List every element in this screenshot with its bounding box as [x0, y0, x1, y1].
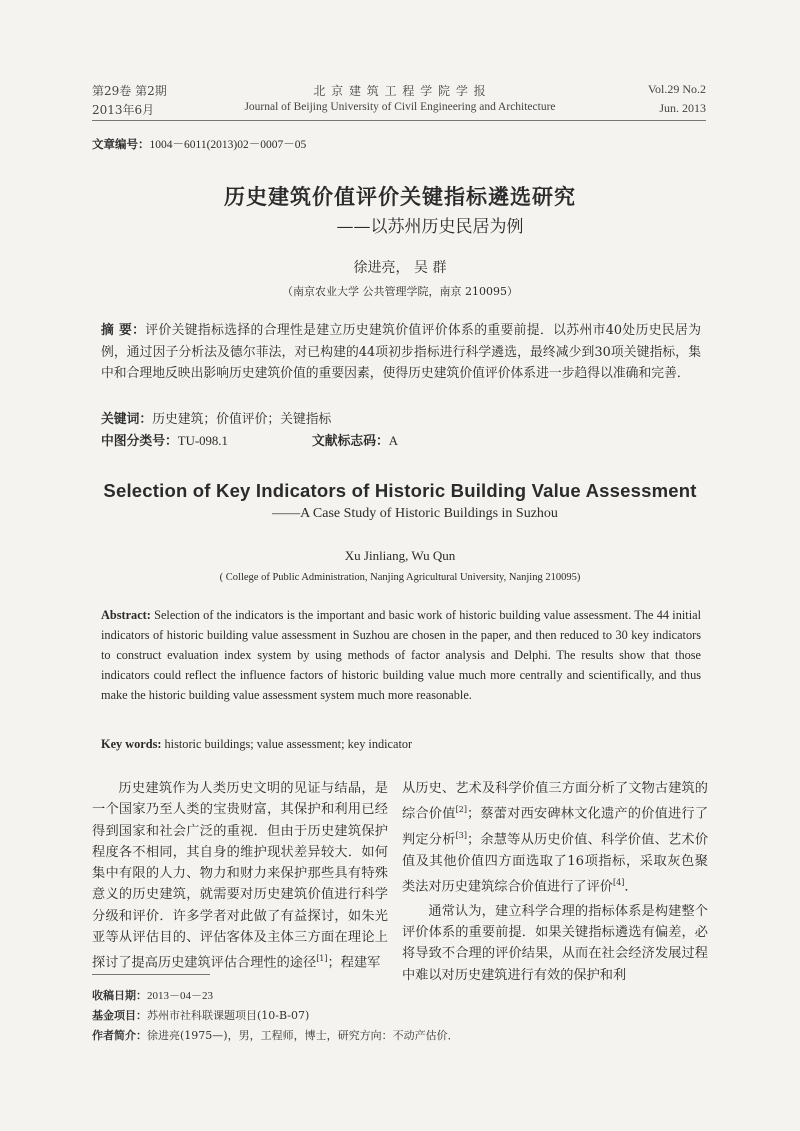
- citation-1: [1]: [316, 954, 328, 964]
- journal-title-en: Journal of Beijing University of Civil Engineering and Architecture: [244, 101, 556, 113]
- body-right-text-b: ；蔡蕾对西安碑林文化遗产的价值进行了判定分析: [402, 806, 709, 848]
- clc-label: 中图分类号：: [101, 434, 178, 449]
- citation-2: [2]: [455, 805, 467, 815]
- keywords-cn-text: 历史建筑；价值评价；关键指标: [152, 412, 332, 427]
- body-right-paragraph-2: 通常认为，建立科学合理的指标体系是构建整个评价体系的重要前提．如果关键指标遴选有偏差，必将导致不合理的评价结果，从而在社会经济发展过程中难以对历史建筑进行有效的保护和利: [402, 903, 708, 983]
- abstract-cn: [101, 320, 701, 385]
- body-right-text-c: ；余慧等从历史价值、科学价值、艺术价值及其他价值四方面选取了16项指标，采取灰色聚类法对历史建筑综合价值进行了评价: [402, 832, 709, 895]
- keywords-en-label: Key words:: [101, 737, 162, 751]
- article-number-label: 文章编号：: [92, 137, 150, 151]
- doc-code-label: 文献标志码：: [312, 434, 389, 449]
- citation-4: [4]: [613, 877, 625, 887]
- footnote-fund: [92, 1007, 309, 1023]
- received-label: 收稿日期：: [92, 989, 147, 1002]
- volume-issue: 第29卷 第2期: [92, 84, 167, 98]
- header-rule: [92, 120, 706, 121]
- received-value: 2013－04－23: [147, 990, 213, 1002]
- body-right-column: [402, 778, 708, 986]
- body-left-text: 历史建筑作为人类历史文明的见证与结晶，是一个国家乃至人类的宝贵财富，其保护和利用已经得到国家和社会广泛的重视．但由于历史建筑保护程度各不相同，其自身的维护现状差异较大．如何集中有限的人力、物力和财力来保护那些具有特殊意义的历史建筑，就需要对历史建筑价值进行科学分级和评价．许多学者对此做了有益探讨，如朱光亚等从评估目的、评估客体及主体三方面在理论上探讨了提高历史建筑评估合理性的途径: [92, 781, 388, 971]
- article-number: [92, 136, 306, 152]
- keywords-en-text: historic buildings; value assessment; key indicator: [161, 737, 413, 751]
- abstract-cn-label: 摘 要：: [101, 323, 146, 338]
- citation-3: [3]: [455, 830, 467, 840]
- keywords-cn: [101, 408, 331, 427]
- title-en: Selection of Key Indicators of Historic Building Value Assessment: [103, 480, 697, 501]
- title-cn: 历史建筑价值评价关键指标遴选研究: [224, 185, 576, 209]
- footnote-received: [92, 987, 213, 1003]
- author-label: 作者简介：: [92, 1029, 147, 1042]
- body-right-text-a: 从历史、艺术及科学价值三方面分析了文物古建筑的综合价值: [402, 781, 708, 822]
- body-right-text-d: ．: [624, 879, 638, 895]
- keywords-en: [101, 737, 412, 752]
- clc-value: TU-098.1: [177, 434, 228, 448]
- date-en: Jun. 2013: [659, 101, 706, 115]
- affiliation-cn: （南京农业大学 公共管理学院，南京 210095）: [282, 285, 518, 298]
- article-number-value: 1004－6011(2013)02－0007－05: [149, 139, 307, 151]
- abstract-en-label: Abstract:: [101, 608, 151, 622]
- body-right-paragraph-1: [402, 778, 708, 898]
- clc-number: [101, 430, 228, 449]
- abstract-en-text: Selection of the indicators is the important and basic work of historic building value assessment. The 44 initial indicators of historic building value assessment in Suzhou are chosen in the paper, and then reduced to 30 key indicators to construct evaluation index system by using methods of factor analysis and Delphi. The results show that those indicators could reflect the influence factors of historic building value much more centrally and scientifically, and thus make the historic building value assessment system much more reasonable.: [101, 608, 701, 702]
- body-left-column: [92, 778, 388, 974]
- volume-en: Vol.29 No.2: [647, 82, 706, 96]
- journal-title-cn: 北 京 建 筑 工 程 学 院 学 报: [313, 84, 487, 98]
- subtitle-en: ——A Case Study of Historic Buildings in Suzhou: [272, 506, 558, 521]
- body-left-tail: ；程建军: [327, 955, 381, 971]
- author-value: 徐进亮(1975—)，男，工程师，博士，研究方向：不动产估价．: [147, 1029, 459, 1042]
- authors-en: Xu Jinliang, Wu Qun: [344, 548, 456, 563]
- affiliation-en: ( College of Public Administration, Nanjing Agricultural University, Nanjing 210095): [219, 572, 581, 583]
- fund-label: 基金项目：: [92, 1009, 147, 1022]
- abstract-cn-text: 评价关键指标选择的合理性是建立历史建筑价值评价体系的重要前提．以苏州市40处历史民居为例，通过因子分析法及德尔菲法，对已构建的44项初步指标进行科学遴选，最终减少到30项关键指标，集中和合理地反映出影响历史建筑价值的重要因素，使得历史建筑价值评价体系进一步趋得以准确和完善．: [101, 323, 701, 381]
- subtitle-cn: ——以苏州历史民居为例: [336, 217, 524, 237]
- keywords-cn-label: 关键词：: [101, 412, 153, 427]
- footnote-rule: [92, 974, 210, 975]
- issue-date: 2013年6月: [92, 103, 155, 117]
- document-code: [312, 430, 398, 449]
- footnote-author: [92, 1027, 459, 1043]
- authors-cn: 徐进亮， 吴 群: [353, 260, 447, 276]
- fund-value: 苏州市社科联课题项目(10-B-07): [147, 1009, 310, 1022]
- doc-code-value: A: [388, 434, 399, 448]
- abstract-en: [101, 605, 701, 705]
